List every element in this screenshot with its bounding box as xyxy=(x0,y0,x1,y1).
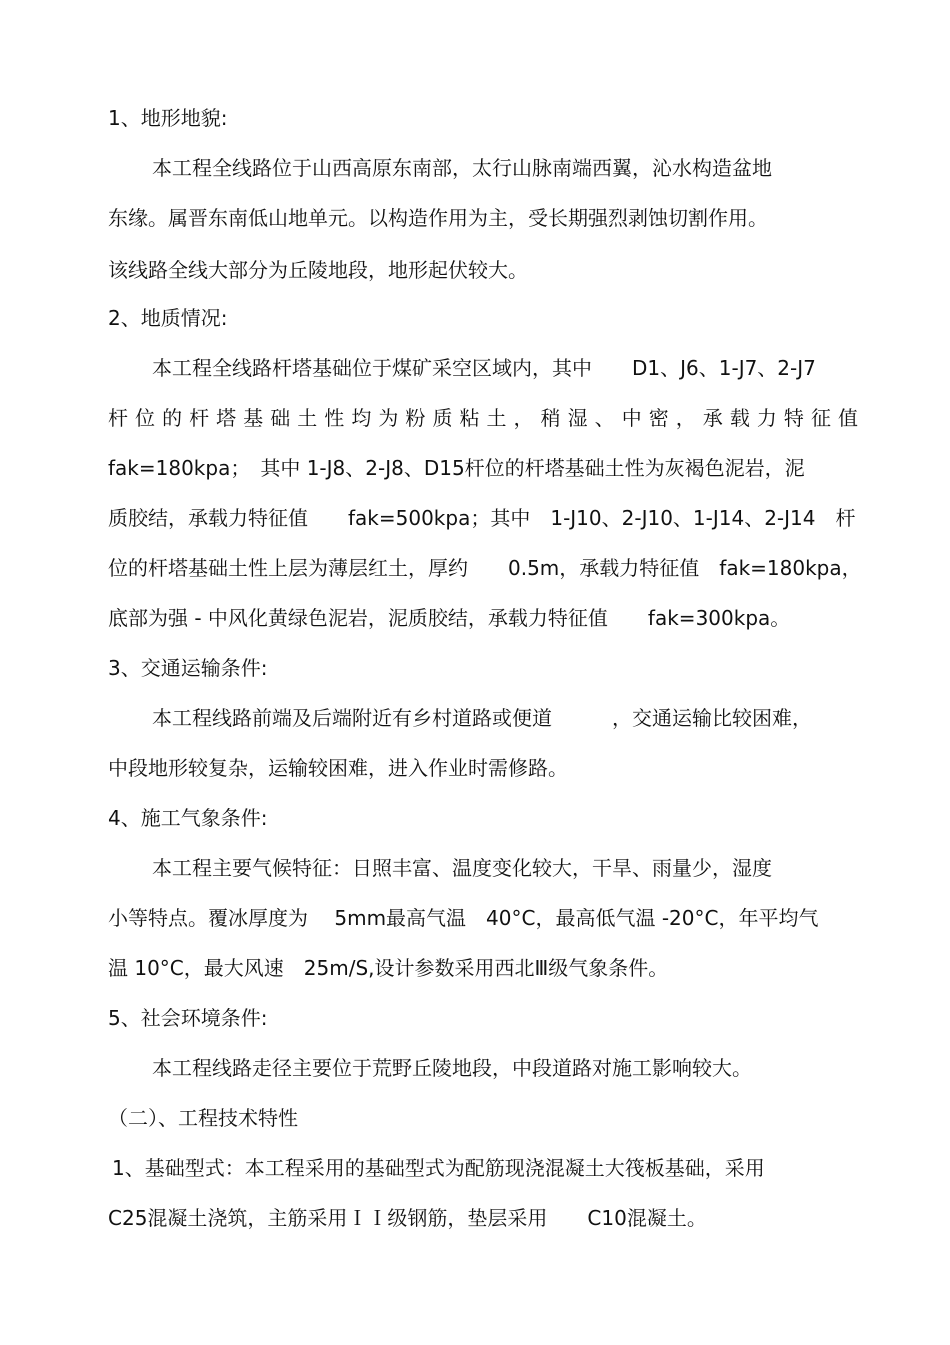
part-heading-technical: （二）、工程技术特性 xyxy=(108,1106,298,1130)
paragraph-line: fak=180kpa； 其中 1-J8、2-J8、D15杆位的杆塔基础土性为灰褐色泥岩，泥 xyxy=(108,456,805,480)
section-heading-terrain: 1、地形地貌: xyxy=(108,106,228,130)
paragraph-line: 该线路全线大部分为丘陵地段，地形起伏较大。 xyxy=(108,258,528,282)
paragraph-line: 杆 位 的 杆 塔 基 础 土 性 均 为 粉 质 粘 土 ， 稍 湿 、 中 密 ， 承 载 力 特 征 值 xyxy=(108,406,858,430)
section-heading-weather: 4、施工气象条件: xyxy=(108,806,268,830)
paragraph-line: C25混凝土浇筑，主筋采用ＩＩ级钢筋，垫层采用 C10混凝土。 xyxy=(108,1206,707,1230)
paragraph-line: 本工程全线路位于山西高原东南部，太行山脉南端西翼，沁水构造盆地 xyxy=(152,156,772,180)
section-heading-social: 5、社会环境条件: xyxy=(108,1006,268,1030)
paragraph-line: 位的杆塔基础土性上层为薄层红土，厚约 0.5m，承载力特征值 fak=180kpa， xyxy=(108,556,862,580)
paragraph-line: 本工程线路前端及后端附近有乡村道路或便道 ，交通运输比较困难， xyxy=(152,706,812,730)
paragraph-line: 东缘。属晋东南低山地单元。以构造作用为主，受长期强烈剥蚀切割作用。 xyxy=(108,206,768,230)
paragraph-line: 小等特点。覆冰厚度为 5mm最高气温 40°C，最高低气温 -20°C，年平均气 xyxy=(108,906,819,930)
paragraph-line: 中段地形较复杂，运输较困难，进入作业时需修路。 xyxy=(108,756,568,780)
paragraph-line: 本工程全线路杆塔基础位于煤矿采空区域内，其中 D1、J6、1-J7、2-J7 xyxy=(152,356,816,380)
paragraph-line: 本工程主要气候特征：日照丰富、温度变化较大，干旱、雨量少，湿度 xyxy=(152,856,772,880)
section-heading-geology: 2、地质情况: xyxy=(108,306,228,330)
paragraph-line: 温 10°C，最大风速 25m/S,设计参数采用西北Ⅲ级气象条件。 xyxy=(108,956,669,980)
section-heading-transport: 3、交通运输条件: xyxy=(108,656,268,680)
paragraph-line: 底部为强 - 中风化黄绿色泥岩，泥质胶结，承载力特征值 fak=300kpa。 xyxy=(108,606,791,630)
paragraph-line: 1、基础型式：本工程采用的基础型式为配筋现浇混凝土大筏板基础，采用 xyxy=(112,1156,765,1180)
paragraph-line: 质胶结，承载力特征值 fak=500kpa；其中 1-J10、2-J10、1-J14、2-J14 杆 xyxy=(108,506,856,530)
paragraph-line: 本工程线路走径主要位于荒野丘陵地段，中段道路对施工影响较大。 xyxy=(152,1056,752,1080)
